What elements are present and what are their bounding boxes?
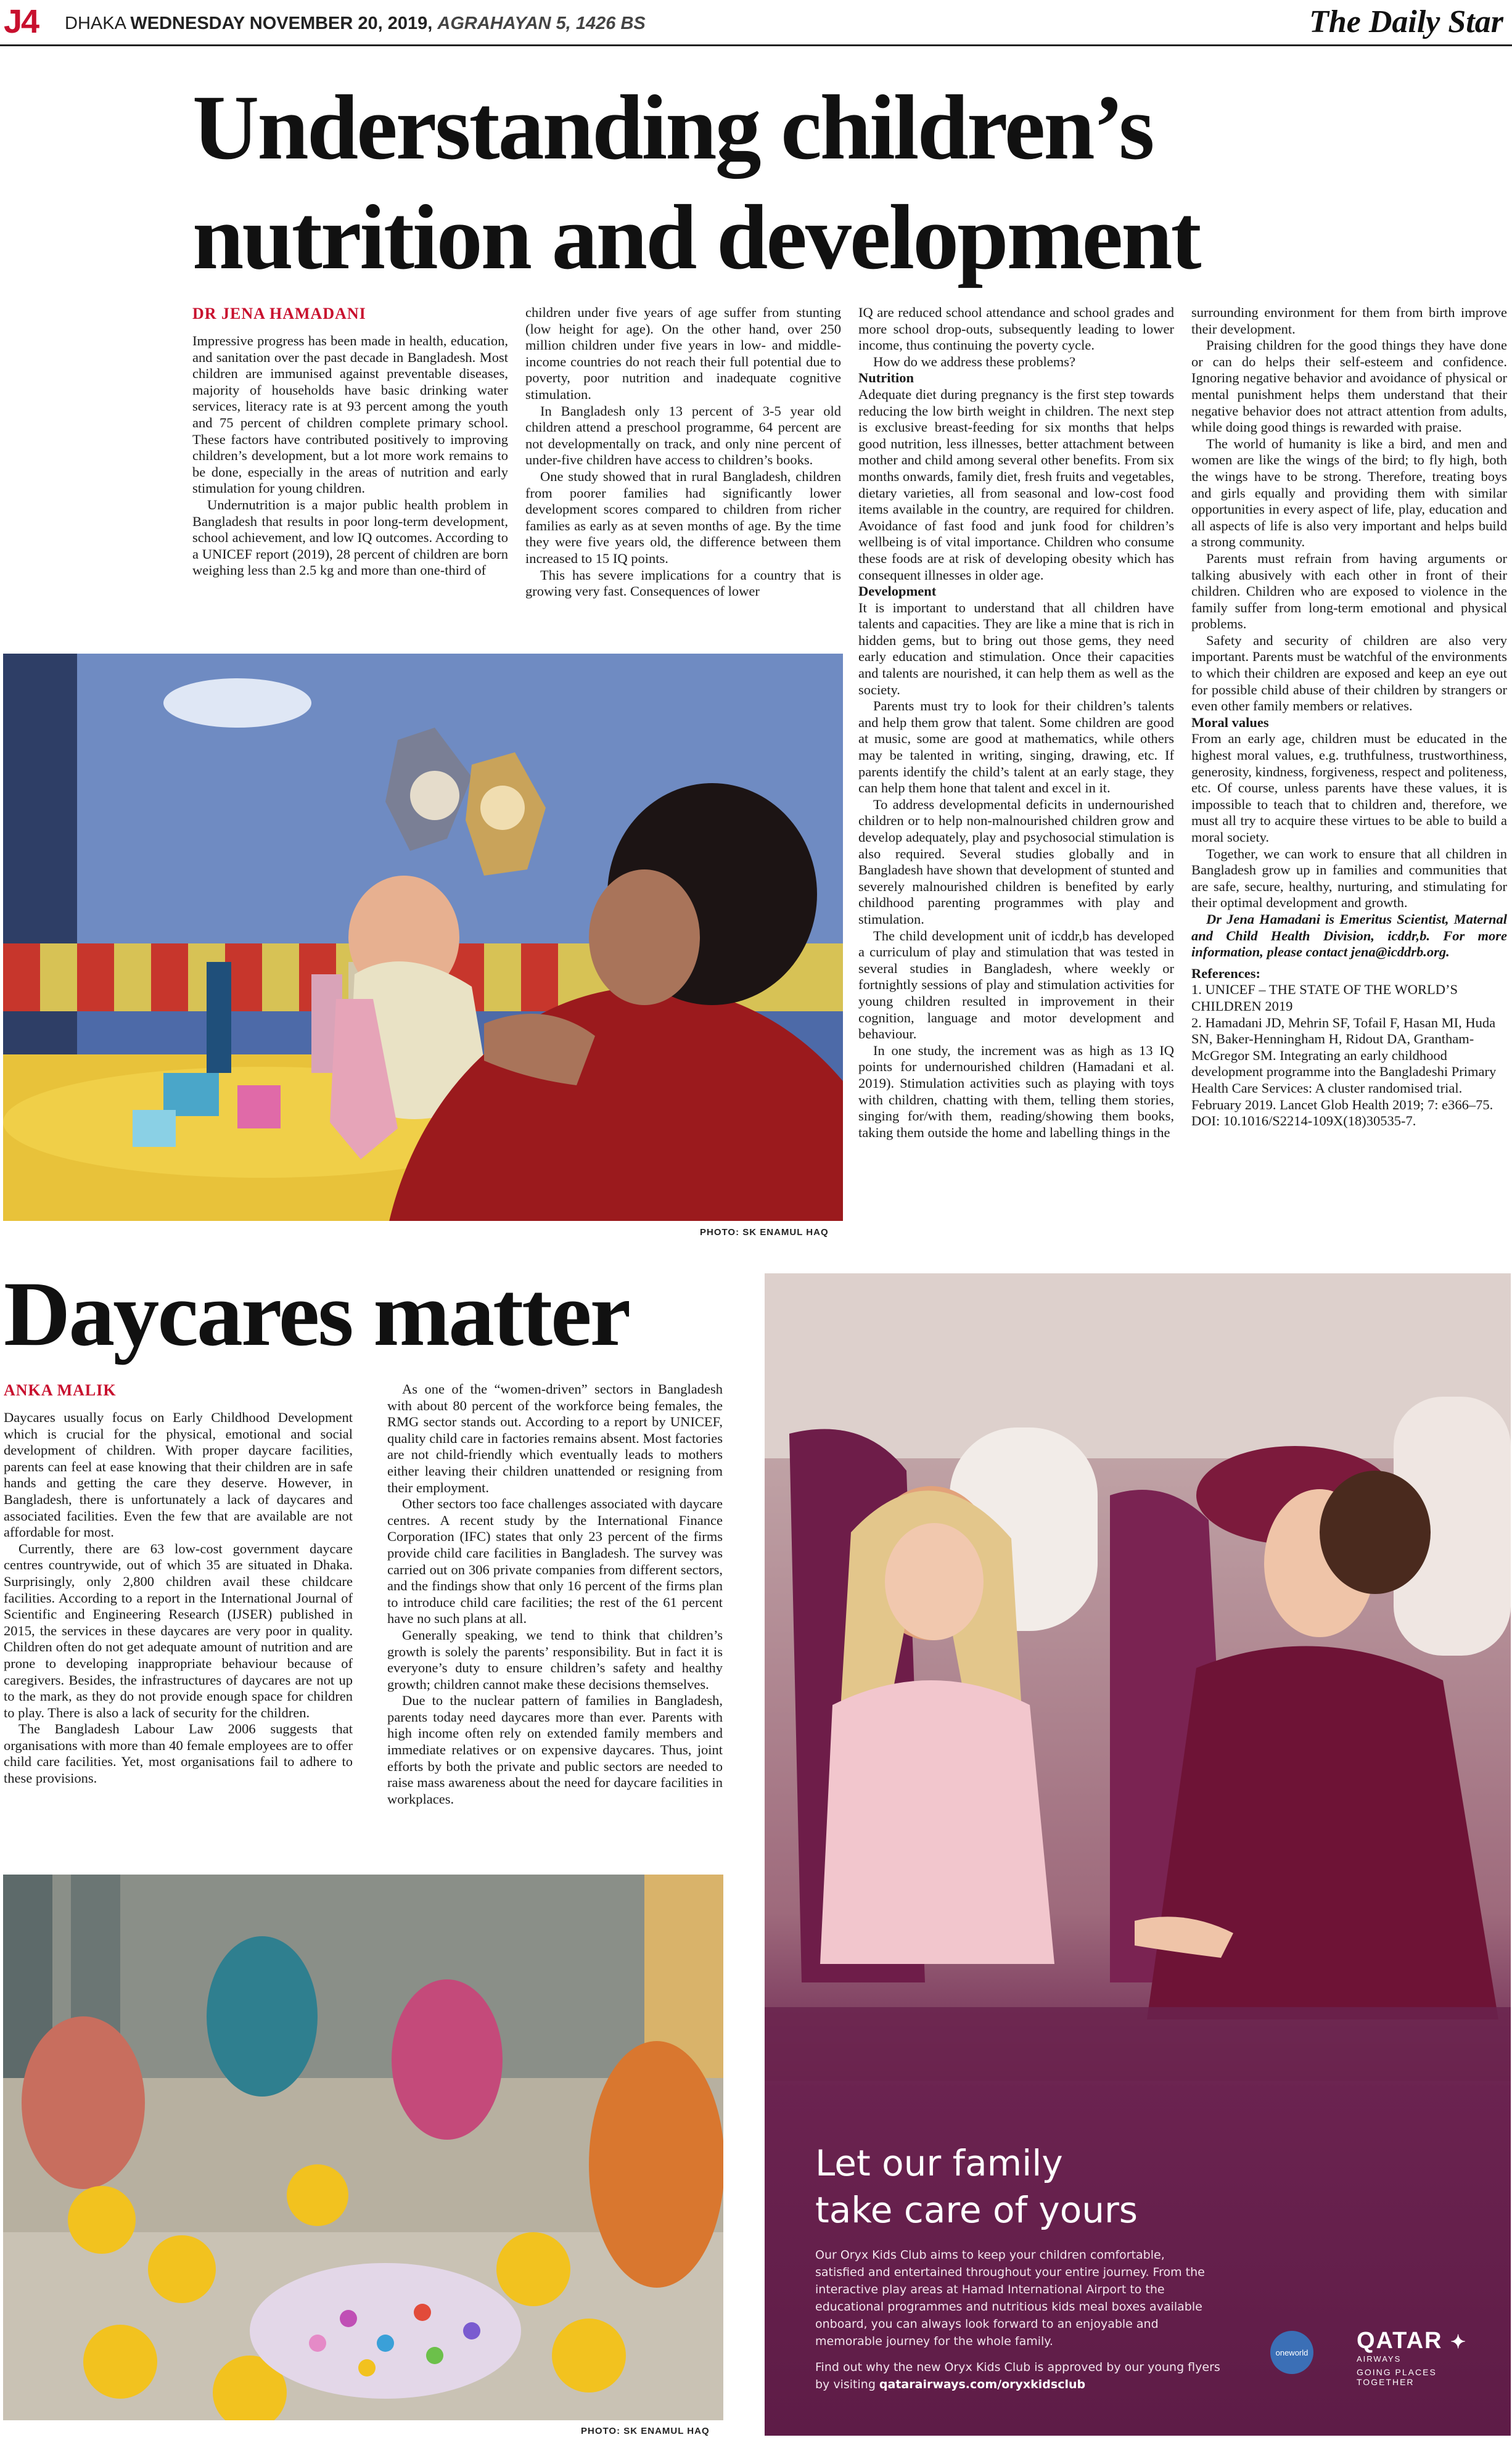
- paragraph: This has severe implications for a country that is growing very fast. Consequences of lower: [525, 567, 841, 599]
- qatar-logo-wordmark: [1357, 2328, 1492, 2354]
- page-number: J4: [4, 3, 39, 40]
- paragraph: As one of the “women-driven” sectors in Bangladesh with about 80 percent of the workforce being females, the RMG sector stands out. According to a report by UNICEF, quality child care in factories remains absent. Most factories are not child-friendly which eventually leads to mothers either leaving their children unattended or resigning from their employment.: [387, 1381, 723, 1495]
- oryx-icon: ✦: [1450, 2332, 1468, 2352]
- dateline-city: DHAKA: [65, 14, 126, 33]
- paragraph: Praising children for the good things they have done or can do helps their self-esteem and confidence. Ignoring negative behavior and avoidance of physical or mental punishment helps them understand that their negative behavior does not attract attention from adults, while doing good things is rewarded with praise.: [1191, 337, 1507, 435]
- dateline-bengali-date: AGRAHAYAN 5, 1426 BS: [437, 14, 646, 33]
- dateline-date: WEDNESDAY NOVEMBER 20, 2019,: [130, 14, 433, 33]
- paragraph: Safety and security of children are also very important. Parents must be watchful of the environments to which their children are exposed and keep an eye out for possible child abuse of their children by strangers or even other family members or relatives.: [1191, 632, 1507, 714]
- article1-col2: [525, 305, 841, 638]
- paragraph: Other sectors too face challenges associated with daycare centres. A recent study by the International Finance Corporation (IFC) states that only 23 percent of the firms provide child care facilities in Bangladesh. The survey was carried out on 306 private companies from different sectors, and the findings show that only 16 percent of the firms plan to introduce child care facilities; the rest of the 61 percent have no such plans at all.: [387, 1496, 723, 1627]
- advert-footer: [815, 2359, 1222, 2393]
- paragraph: Adequate diet during pregnancy is the first step towards reducing the low birth weight in children. The next step is exclusive breast-feeding for six months that helps good nutrition, less illnesses, better attachment between mother and child among several other benefits. From six months onwards, family diet, fresh fruits and vegetables, dietary varieties, all from seasonal and low-cost food items available in the country, are required for children. Avoidance of fast food and junk food for children’s wellbeing is of vital importance. Children who consume these foods are at risk of developing obesity which has consequent illnesses in older age.: [858, 386, 1174, 583]
- article1-photo-credit: PHOTO: SK ENAMUL HAQ: [700, 1227, 829, 1238]
- author-signature: Dr Jena Hamadani is Emeritus Scientist, Maternal and Child Health Division, icddr,b. For more information, please contact jena@icddrb.org.: [1191, 911, 1507, 960]
- tagline-line-2: take care of yours: [815, 2189, 1138, 2231]
- masthead: [0, 0, 1512, 46]
- article1-col1: [192, 333, 508, 647]
- article2-photo: [3, 1875, 723, 2420]
- paragraph: Generally speaking, we tend to think that children’s growth is solely the parents’ responsibility. But in fact it is everyone’s duty to ensure children’s safety and healthy growth; children cannot make these decisions themselves.: [387, 1627, 723, 1692]
- paragraph: children under five years of age suffer from stunting (low height for age). On the other hand, over 250 million children under five years in low- and middle-income countries do not reach their full potential due to poverty, poor nutrition and inadequate cognitive stimulation.: [525, 305, 841, 402]
- paragraph: How do we address these problems?: [873, 353, 1076, 369]
- paragraph: The world of humanity is like a bird, and men and women are like the wings of the bird; to fly high, both the wings have to be strong. Therefore, treating boys and girls equally and providing them with similar opportunities in every aspect of life, play, education and all aspects of life is also very important and helps build a strong community.: [1191, 435, 1507, 550]
- paragraph: Together, we can work to ensure that all children in Bangladesh grow up in families and communities that are safe, secure, healthy, nurturing, and stimulating for their optimal development and growth.: [1191, 845, 1507, 911]
- reference-item: 1. UNICEF – THE STATE OF THE WORLD’S CHILDREN 2019: [1191, 982, 1458, 1014]
- article2-photo-credit: PHOTO: SK ENAMUL HAQ: [581, 2426, 710, 2436]
- daycare-children-photo: [3, 1875, 723, 2420]
- qatar-airways-logo: [1357, 2328, 1492, 2387]
- article1-col3: [858, 305, 1174, 1236]
- paragraph: It is important to understand that all children have talents and capacities. They are like a mine that is rich in hidden gems, but to bring out those gems, they need early education and stimulation. Once their capacities and talents are nourished, it can help them as well as the society.: [858, 599, 1174, 697]
- advert-url-link[interactable]: qatarairways.com/oryxkidsclub: [879, 2378, 1086, 2391]
- subhead-references: References:: [1191, 965, 1261, 981]
- article2-col2: [387, 1381, 723, 1856]
- article1-headline: Understanding children’s nutrition and development: [192, 76, 1200, 289]
- article1-col4: [1191, 305, 1507, 1236]
- qatar-airways-advert: [765, 1273, 1511, 2436]
- daily-star-logo: The Daily Star: [1309, 4, 1503, 39]
- qatar-slogan: GOING PLACES TOGETHER: [1357, 2367, 1437, 2387]
- article1-byline: DR JENA HAMADANI: [192, 305, 366, 322]
- paragraph: Daycares usually focus on Early Childhood Development which is crucial for the physical, emotional and social development of children. With proper daycare facilities, parents can feel at ease knowing that their children are in safe hands and getting the care they deserve. However, in Bangladesh, there is unfortunately a lack of daycares and associated facilities. Even the few that are available are not affordable for most.: [4, 1410, 353, 1540]
- paragraph: Due to the nuclear pattern of families in Bangladesh, parents today need daycares more than ever. Parents with high income often rely on extended family members and immediate relatives or on expensive daycares. Thus, joint efforts by both the private and public sectors are needed to raise mass awareness about the need for daycare facilities in workplaces.: [387, 1693, 723, 1807]
- paragraph: IQ are reduced school attendance and school grades and more school drop-outs, subsequently leading to lower income, thus continuing the poverty cycle.: [858, 305, 1174, 353]
- article2-headline: Daycares matter: [4, 1263, 630, 1365]
- subhead-nutrition: Nutrition: [858, 370, 914, 386]
- paragraph: Parents must try to look for their children’s talents and help them grow that talent. Some children are good at music, some are good at mathematics, while others may be talented in writing, singing, drawing, etc. If parents identify the child’s talent at an early stage, they can help them hone that talent and excel in it.: [858, 698, 1174, 796]
- paragraph: In Bangladesh only 13 percent of 3-5 year old children attend a preschool programme, 64 percent are not developmentally on track, and only nine percent of under-five children have access to children’s books.: [525, 403, 841, 468]
- subhead-development: Development: [858, 583, 937, 599]
- paragraph: In one study, the increment was as high as 13 IQ points for undernourished children (Hamadani et al. 2019). Stimulation activities such as playing with toys with children, chatting with them, telling them stories, singing for/with them, reading/showing them books, taking them outside the home and labelling things in the: [858, 1042, 1174, 1140]
- reference-item: 2. Hamadani JD, Mehrin SF, Tofail F, Hasan MI, Huda SN, Baker-Henningham H, Ridout DA, Grantham-McGregor SM. Integrating an early childhood development programme into the Bangladeshi Primary Health Care Services: A cluster randomised trial. February 2019. Lancet Glob Health 2019; 7: e366–75. DOI: 10.1016/S2214-109X(18)30535-7.: [1191, 1014, 1497, 1129]
- paragraph: The child development unit of icddr,b has developed a curriculum of play and stimulation that was tested in several studies in Bangladesh, where weekly or fortnightly sessions of play and stimulation activities for young children resulted in improvement in their cognition, language and motor development and behaviour.: [858, 927, 1174, 1042]
- paragraph: Parents must refrain from having arguments or talking abusively with each other in front of their children. Children who are exposed to violence in the family suffer from long-term emotional and physical problems.: [1191, 550, 1507, 632]
- article2-byline: ANKA MALIK: [4, 1381, 117, 1399]
- qatar-logo-sub: AIRWAYS: [1357, 2354, 1402, 2364]
- subhead-moral-values: Moral values: [1191, 714, 1269, 730]
- paragraph: Impressive progress has been made in health, education, and sanitation over the past decade in Bangladesh. Most children are immunised against preventable diseases, majority of households have basic drinking water services, literacy rate is at 93 percent among the youth and 75 percent of children complete primary school. These factors have contributed positively to improving children’s development, but a lot more work remains to be done, especially in the areas of nutrition and early stimulation for young children.: [192, 333, 508, 496]
- qatar-logo-name: QATAR: [1357, 2328, 1443, 2354]
- paragraph: To address developmental deficits in undernourished children or to help non-malnourished children grow and develop adequately, play and psychosocial stimulation is also required. Several studies globally and in Bangladesh have shown that development of stunted and severely malnourished children is benefited by early childhood parenting programmes with play and stimulation.: [858, 796, 1174, 927]
- article2-col1: [4, 1410, 353, 1854]
- paragraph: Currently, there are 63 low-cost government daycare centres countrywide, out of which 35 are situated in Dhaka. Surprisingly, only 2,800 children avail these childcare facilities. According to a report in the International Journal of Scientific and Engineering Research (IJSER) published in 2015, the services in these daycares are very poor in quality. Children often do not get adequate amount of nutrition and are prone to developing inappropriate behaviour because of caregivers. Besides, the infrastructures of daycares are not up to the mark, as they do not provide enough space for children to play. There is also a lack of security for the children.: [4, 1540, 353, 1720]
- paragraph: Undernutrition is a major public health problem in Bangladesh that results in poor long-term development, school achievement, and low IQ outcomes. According to a UNICEF report (2019), 28 percent of children are born weighing less than 2.5 kg and more than one-third of: [192, 496, 508, 578]
- paragraph: The Bangladesh Labour Law 2006 suggests that organisations with more than 40 female employees are to offer child care facilities. Yet, most organisations fail to adhere to these provisions.: [4, 1721, 353, 1786]
- dateline: [65, 14, 646, 34]
- paragraph: One study showed that in rural Bangladesh, children from poorer families had significantly lower development scores compared to children from richer families as early as at seven months of age. By the time they were five years old, the difference between them increased to 15 IQ points.: [525, 468, 841, 566]
- advert-tagline: [815, 2140, 1247, 2233]
- daycare-feeding-photo: [3, 654, 843, 1221]
- tagline-line-1: Let our family: [815, 2142, 1063, 2184]
- paragraph: From an early age, children must be educated in the highest moral values, e.g. truthfulness, trustworthiness, generosity, kindness, forgiveness, respect and politeness, etc. Of course, unless parents have these values, it is impossible to teach that to children and, therefore, we must all try to acquire these virtues to be able to build a moral society.: [1191, 731, 1507, 845]
- article1-photo: [3, 654, 843, 1221]
- advert-body: Our Oryx Kids Club aims to keep your children comfortable, satisfied and entertained throughout your entire journey. From the interactive play areas at Hamad International Airport to the educational programmes and nutritious kids meal boxes available onboard, you can always look forward to an enjoyable and memorable journey for the whole family.: [815, 2248, 1205, 2348]
- oneworld-logo: oneworld: [1270, 2331, 1313, 2374]
- paragraph: surrounding environment for them from birth improve their development.: [1191, 305, 1507, 337]
- advert-footer-text: Find out why the new Oryx Kids Club is approved by our young flyers by visiting: [815, 2360, 1220, 2391]
